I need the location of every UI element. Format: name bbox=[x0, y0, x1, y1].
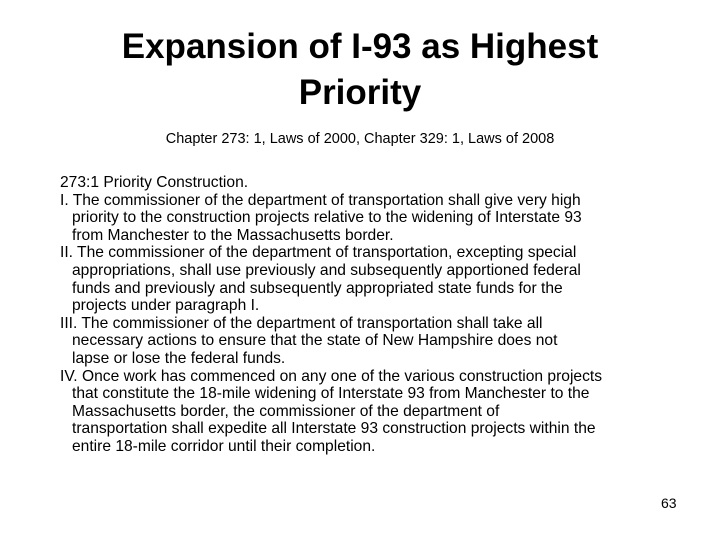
paragraph-line: appropriations, shall use previously and subsequently apportioned federal bbox=[72, 261, 581, 279]
paragraph-line: priority to the construction projects relative to the widening of Interstate 93 bbox=[72, 209, 582, 227]
slide-title bbox=[0, 24, 720, 116]
title-line: Priority bbox=[298, 73, 422, 112]
paragraph bbox=[60, 244, 700, 314]
paragraph-line: that constitute the 18-mile widening of Interstate 93 from Manchester to the bbox=[72, 385, 590, 403]
paragraph-line: necessary actions to ensure that the state of New Hampshire does not bbox=[72, 332, 558, 350]
page-number: 63 bbox=[661, 495, 677, 511]
paragraph bbox=[60, 192, 700, 245]
paragraph-line: entire 18-mile corridor until their completion. bbox=[72, 437, 376, 455]
section-heading: 273:1 Priority Construction. bbox=[60, 174, 249, 191]
paragraph-line: I. The commissioner of the department of transportation shall give very high bbox=[60, 191, 581, 209]
paragraph-line: III. The commissioner of the department of transportation shall take all bbox=[60, 314, 543, 332]
paragraph bbox=[60, 368, 700, 456]
paragraph-line: from Manchester to the Massachusetts border. bbox=[72, 226, 394, 244]
paragraph-line: funds and previously and subsequently appropriated state funds for the bbox=[72, 279, 563, 297]
paragraph-line: lapse or lose the federal funds. bbox=[72, 349, 286, 367]
paragraph-list bbox=[60, 192, 700, 456]
title-line: Expansion of I-93 as Highest bbox=[121, 27, 599, 66]
slide-subtitle: Chapter 273: 1, Laws of 2000, Chapter 329: 1, Laws of 2008 bbox=[165, 131, 555, 147]
slide-body bbox=[60, 174, 700, 456]
paragraph bbox=[60, 315, 700, 368]
paragraph-line: IV. Once work has commenced on any one of the various construction projects bbox=[60, 367, 603, 385]
paragraph-line: transportation shall expedite all Interstate 93 construction projects within the bbox=[72, 420, 596, 438]
paragraph-line: projects under paragraph I. bbox=[72, 297, 260, 315]
paragraph-line: II. The commissioner of the department of transportation, excepting special bbox=[60, 244, 577, 262]
paragraph-line: Massachusetts border, the commissioner of the department of bbox=[72, 402, 500, 420]
